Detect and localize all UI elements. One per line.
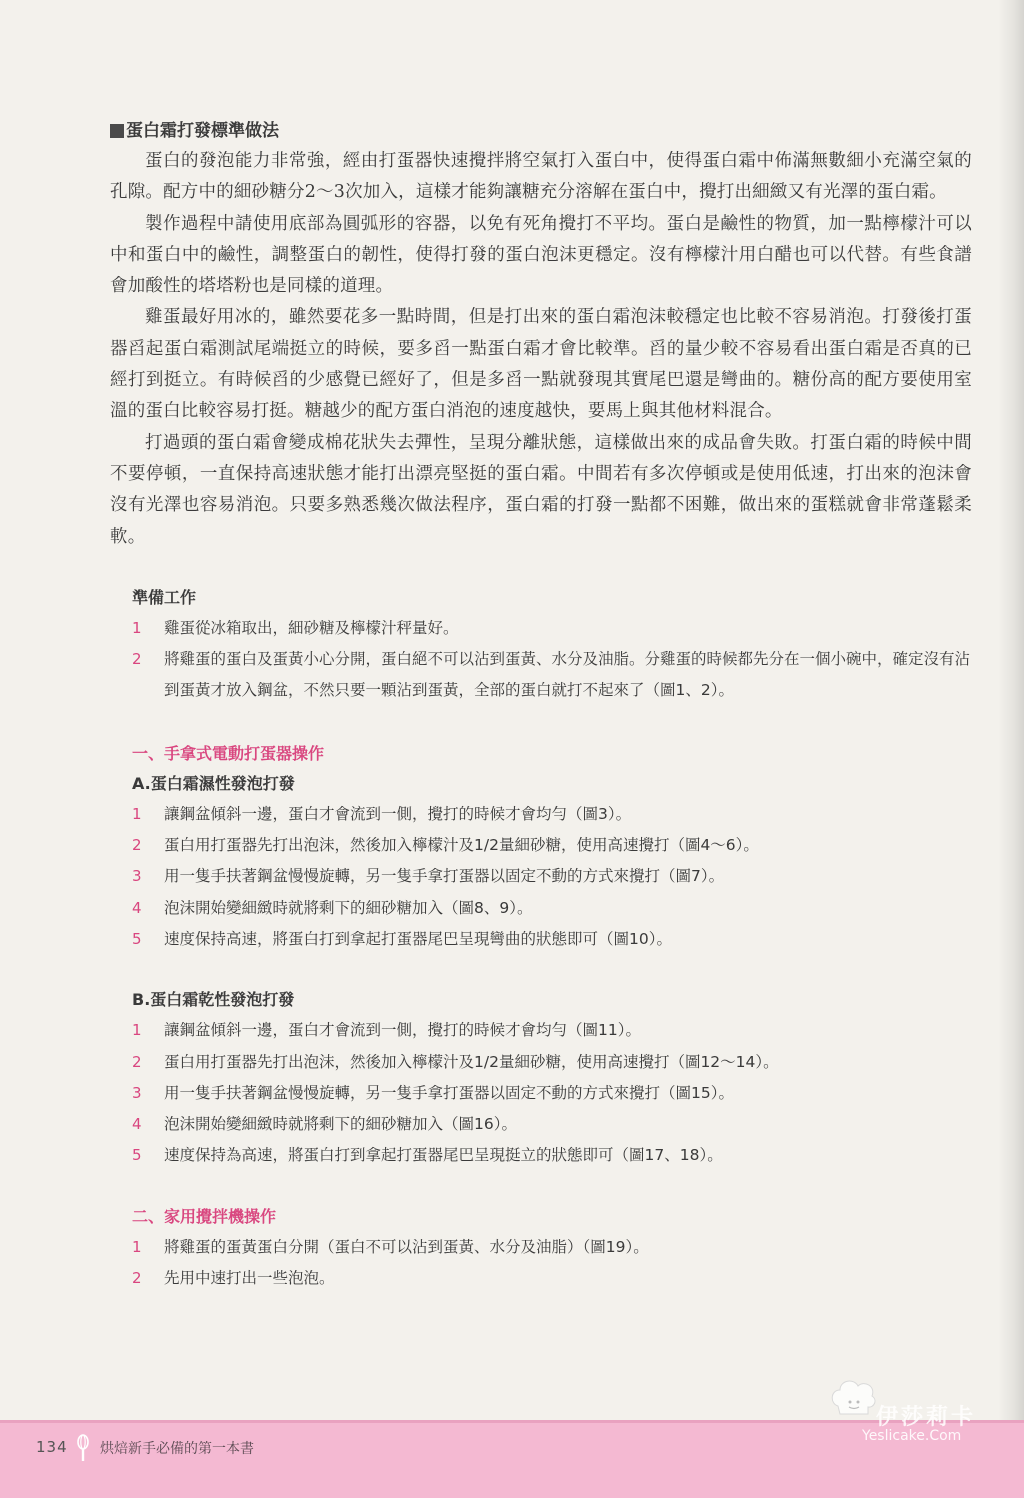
dry-peak-title: B.蛋白霜乾性發泡打發	[132, 990, 295, 1010]
list-item	[132, 1047, 972, 1078]
list-item	[132, 893, 972, 924]
footer-rule	[0, 1420, 1024, 1423]
list-item	[132, 1078, 972, 1109]
step-number: 2	[132, 836, 142, 855]
page-gutter-shadow	[998, 0, 1024, 1420]
step-text: 用一隻手扶著鋼盆慢慢旋轉，另一隻手拿打蛋器以固定不動的方式來攪打（圖7）。	[164, 867, 725, 886]
step-text: 泡沫開始變細緻時就將剩下的細砂糖加入（圖8、9）。	[164, 898, 533, 917]
step-number: 4	[132, 898, 142, 917]
watermark-en: Yeslicake.Com	[862, 1428, 962, 1444]
step-text: 速度保持高速，將蛋白打到拿起打蛋器尾巴呈現彎曲的狀態即可（圖10）。	[164, 929, 672, 948]
paragraph: 製作過程中請使用底部為圓弧形的容器，以免有死角攪打不平均。蛋白是鹼性的物質，加一點檸檬汁可以中和蛋白中的鹼性，調整蛋白的韌性，使得打發的蛋白泡沫更穩定。沒有檸檬汁用白醋也可以代替。有些食譜會加酸性的塔塔粉也是同樣的道理。	[110, 213, 972, 297]
step-number: 4	[132, 1115, 142, 1134]
paragraph: 雞蛋最好用冰的，雖然要花多一點時間，但是打出來的蛋白霜泡沫較穩定也比較不容易消泡。打發後打蛋器舀起蛋白霜測試尾端挺立的時候，要多舀一點蛋白霜才會比較準。舀的量少較不容易看出蛋白霜是否真的已經打到挺立。有時候舀的少感覺已經好了，但是多舀一點就發現其實尾巴還是彎曲的。糖份高的配方要使用室溫的蛋白比較容易打挺。糖越少的配方蛋白消泡的速度越快，要馬上與其他材料混合。	[110, 307, 972, 422]
page-number: 134	[36, 1438, 68, 1456]
step-number: 2	[132, 1052, 142, 1071]
step-text: 蛋白用打蛋器先打出泡沫，然後加入檸檬汁及1/2量細砂糖，使用高速攪打（圖12～14）。	[164, 1052, 779, 1071]
step-text: 速度保持為高速，將蛋白打到拿起打蛋器尾巴呈現挺立的狀態即可（圖17、18）。	[164, 1146, 723, 1165]
step-text: 雞蛋從冰箱取出，細砂糖及檸檬汁秤量好。	[164, 618, 459, 637]
step-text: 將雞蛋的蛋白及蛋黃小心分開，蛋白絕不可以沾到蛋黃、水分及油脂。分雞蛋的時候都先分在一個小碗中，確定沒有沾到蛋黃才放入鋼盆，不然只要一顆沾到蛋黃，全部的蛋白就打不起來了（圖1、2）。	[164, 650, 971, 700]
stand-mixer-steps	[110, 1232, 972, 1295]
section-title-text: 蛋白霜打發標準做法	[126, 121, 279, 141]
step-text: 先用中速打出一些泡泡。	[164, 1269, 335, 1288]
page-content	[110, 112, 972, 1294]
step-number: 3	[132, 867, 142, 886]
list-item	[132, 799, 972, 830]
list-item	[132, 1263, 972, 1294]
list-item	[132, 1015, 972, 1046]
step-number: 3	[132, 1083, 142, 1102]
list-item	[132, 613, 972, 644]
step-text: 將雞蛋的蛋黃蛋白分開（蛋白不可以沾到蛋黃、水分及油脂）（圖19）。	[164, 1237, 649, 1256]
step-number: 1	[132, 618, 142, 637]
watermark-cn: 伊莎莉卡	[876, 1405, 977, 1430]
step-text: 用一隻手扶著鋼盆慢慢旋轉，另一隻手拿打蛋器以固定不動的方式來攪打（圖15）。	[164, 1083, 734, 1102]
step-number: 2	[132, 650, 142, 669]
step-number: 5	[132, 929, 142, 948]
stand-mixer-title: 二、家用攪拌機操作	[132, 1206, 277, 1226]
list-item	[132, 1232, 972, 1263]
step-number: 1	[132, 1237, 142, 1256]
step-text: 讓鋼盆傾斜一邊，蛋白才會流到一側，攪打的時候才會均勻（圖11）。	[164, 1021, 641, 1040]
list-item	[132, 1140, 972, 1171]
list-item	[132, 830, 972, 861]
step-text: 讓鋼盆傾斜一邊，蛋白才會流到一側，攪打的時候才會均勻（圖3）。	[164, 804, 632, 823]
step-text: 泡沫開始變細緻時就將剩下的細砂糖加入（圖16）。	[164, 1115, 517, 1134]
step-number: 1	[132, 1021, 142, 1040]
section-title	[110, 116, 972, 146]
list-item	[132, 1109, 972, 1140]
prep-title: 準備工作	[132, 587, 197, 607]
chef-hat-icon	[828, 1376, 878, 1420]
step-text: 蛋白用打蛋器先打出泡沫，然後加入檸檬汁及1/2量細砂糖，使用高速攪打（圖4～6）。	[164, 836, 759, 855]
list-item	[132, 861, 972, 892]
step-number: 2	[132, 1269, 142, 1288]
wet-peak-title: A.蛋白霜濕性發泡打發	[132, 773, 295, 793]
square-bullet-icon	[110, 124, 124, 138]
dry-peak-steps	[110, 1015, 972, 1171]
paragraph: 蛋白的發泡能力非常強，經由打蛋器快速攪拌將空氣打入蛋白中，使得蛋白霜中佈滿無數細小充滿空氣的孔隙。配方中的細砂糖分2～3次加入，這樣才能夠讓糖充分溶解在蛋白中，攪打出細緻又有光澤的蛋白霜。	[110, 151, 972, 203]
paragraph: 打過頭的蛋白霜會變成棉花狀失去彈性，呈現分離狀態，這樣做出來的成品會失敗。打蛋白霜的時候中間不要停頓，一直保持高速狀態才能打出漂亮堅挺的蛋白霜。中間若有多次停頓或是使用低速，打出來的泡沫會沒有光澤也容易消泡。只要多熟悉幾次做法程序，蛋白霜的打發一點都不困難，做出來的蛋糕就會非常蓬鬆柔軟。	[110, 432, 972, 547]
list-item	[132, 924, 972, 955]
hand-mixer-title: 一、手拿式電動打蛋器操作	[132, 743, 325, 763]
whisk-icon	[76, 1434, 90, 1462]
step-number: 1	[132, 804, 142, 823]
list-item	[132, 644, 972, 707]
prep-steps	[110, 613, 972, 707]
wet-peak-steps	[110, 799, 972, 955]
book-title: 烘焙新手必備的第一本書	[100, 1441, 254, 1457]
step-number: 5	[132, 1146, 142, 1165]
